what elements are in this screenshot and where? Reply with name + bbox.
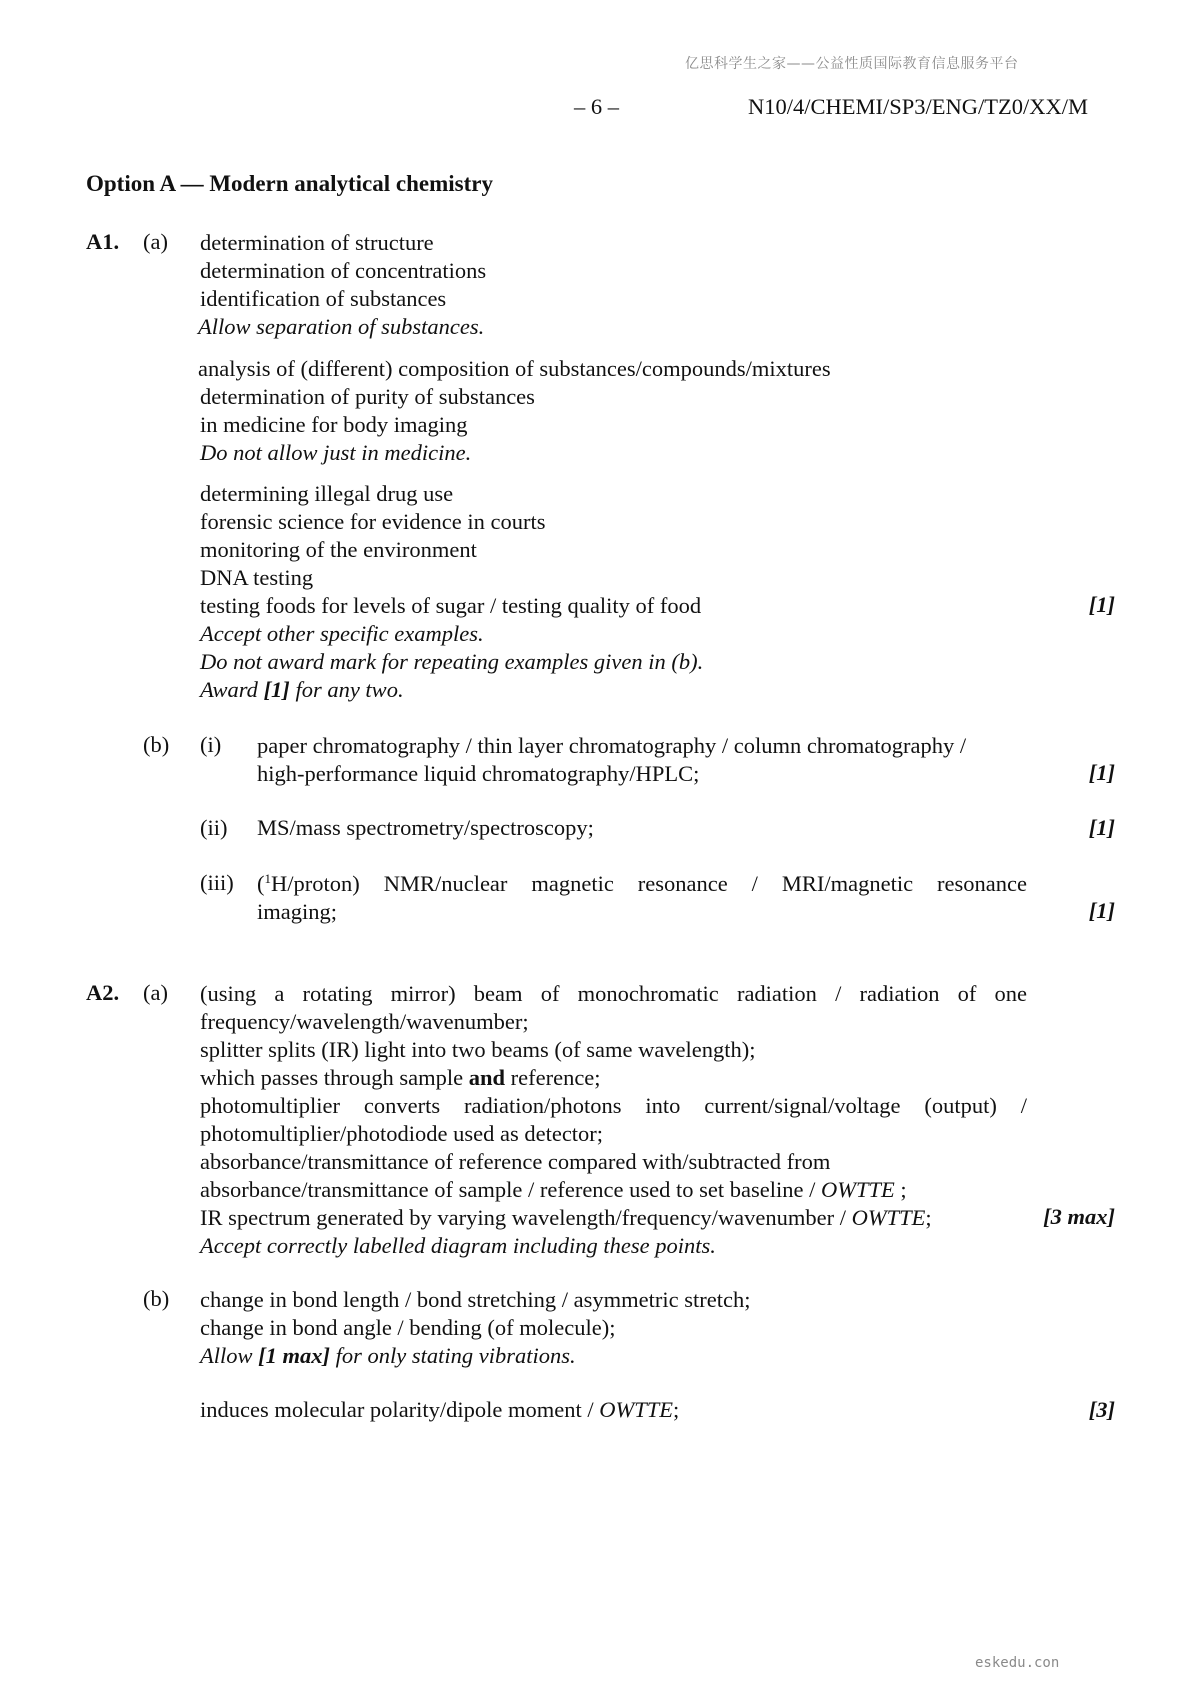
- examiner-note: Allow [1 max] for only stating vibrations.: [200, 1343, 576, 1368]
- part-label-a2-b: (b): [143, 1286, 170, 1311]
- part-label-a2-a: (a): [143, 980, 168, 1005]
- answer-line: determination of structure: [200, 230, 434, 255]
- answer-line: determination of purity of substances: [200, 384, 535, 409]
- mark-a1-a: [1]: [1088, 592, 1115, 617]
- a1-a-group2: [198, 355, 831, 467]
- subpart-label-i: (i): [200, 732, 222, 757]
- watermark-bottom: eskedu.con: [975, 1655, 1060, 1671]
- answer-line: DNA testing: [200, 565, 314, 590]
- subpart-label-ii: (ii): [200, 815, 228, 840]
- examiner-note: Accept other specific examples.: [200, 621, 484, 646]
- answer-line: testing foods for levels of sugar / testing quality of food: [200, 593, 702, 618]
- page-number: – 6 –: [574, 94, 619, 119]
- examiner-note: Do not allow just in medicine.: [200, 440, 472, 465]
- answer-line: monitoring of the environment: [200, 537, 477, 562]
- a2-b-answer: change in bond length / bond stretching / asymmetric stretch; change in bond angle / bending (of molecule); Allow [1 max] for only stating vibrations.: [200, 1287, 751, 1368]
- a1-b-ii-answer: MS/mass spectrometry/spectroscopy;: [257, 815, 594, 840]
- mark-a2-a: [3 max]: [1043, 1204, 1115, 1229]
- subpart-label-iii: (iii): [200, 870, 234, 895]
- a1-b-iii-answer: ($^1$H/proton) NMR/nuclear magnetic resonance / MRI/magnetic resonance imaging;: [257, 871, 1027, 924]
- examiner-note: Accept correctly labelled diagram including these points.: [200, 1233, 716, 1258]
- examiner-note-award: Award [1] for any two.: [200, 677, 404, 702]
- part-label-a1-a: (a): [143, 229, 168, 254]
- answer-line: identification of substances: [200, 286, 447, 311]
- mark-a1-b-iii: [1]: [1088, 898, 1115, 923]
- answer-line: forensic science for evidence in courts: [200, 509, 546, 534]
- part-label-a1-b: (b): [143, 732, 170, 757]
- mark-a2-b: [3]: [1088, 1397, 1115, 1422]
- watermark-top: 亿思科学生之家——公益性质国际教育信息服务平台: [685, 56, 1019, 72]
- a1-a-group3: [200, 480, 703, 704]
- examiner-note: Allow separation of substances.: [198, 314, 485, 339]
- mark-a1-b-i: [1]: [1088, 760, 1115, 785]
- a2-a-answer: (using a rotating mirror) beam of monochromatic radiation / radiation of one frequency/wavelength/wavenumber; splitter splits (IR) light into two beams (of same wavelength); which passes through sample and reference; photomultiplier converts radiation/photons into current/signal/voltage (output) / photomultiplier/photodiode used as detector; absorbance/transmittance of reference compared with/subtracted from absorbance/transmittance of sample / reference used to set baseline / OWTTE ; IR spectrum generated by varying wavelength/frequency/wavenumber / OWTTE; Accept correctly labelled diagram including these points.: [200, 981, 1027, 1258]
- answer-line: determining illegal drug use: [200, 481, 454, 506]
- question-label-a2: A2.: [86, 980, 120, 1005]
- a2-b-answer-last: induces molecular polarity/dipole moment / OWTTE;: [200, 1397, 680, 1422]
- answer-line: in medicine for body imaging: [200, 412, 468, 437]
- paper-reference: N10/4/CHEMI/SP3/ENG/TZ0/XX/M: [748, 94, 1089, 119]
- mark-a1-b-ii: [1]: [1088, 815, 1115, 840]
- a1-a-group1: [200, 229, 486, 341]
- examiner-note: Do not award mark for repeating examples given in (b).: [200, 649, 704, 674]
- answer-line: determination of concentrations: [200, 258, 487, 283]
- question-label-a1: A1.: [86, 229, 120, 254]
- option-title: Option A — Modern analytical chemistry: [86, 171, 493, 196]
- a1-b-i-answer: paper chromatography / thin layer chromatography / column chromatography / high-performance liquid chromatography/HPLC;: [257, 733, 967, 786]
- answer-line: analysis of (different) composition of substances/compounds/mixtures: [198, 356, 831, 381]
